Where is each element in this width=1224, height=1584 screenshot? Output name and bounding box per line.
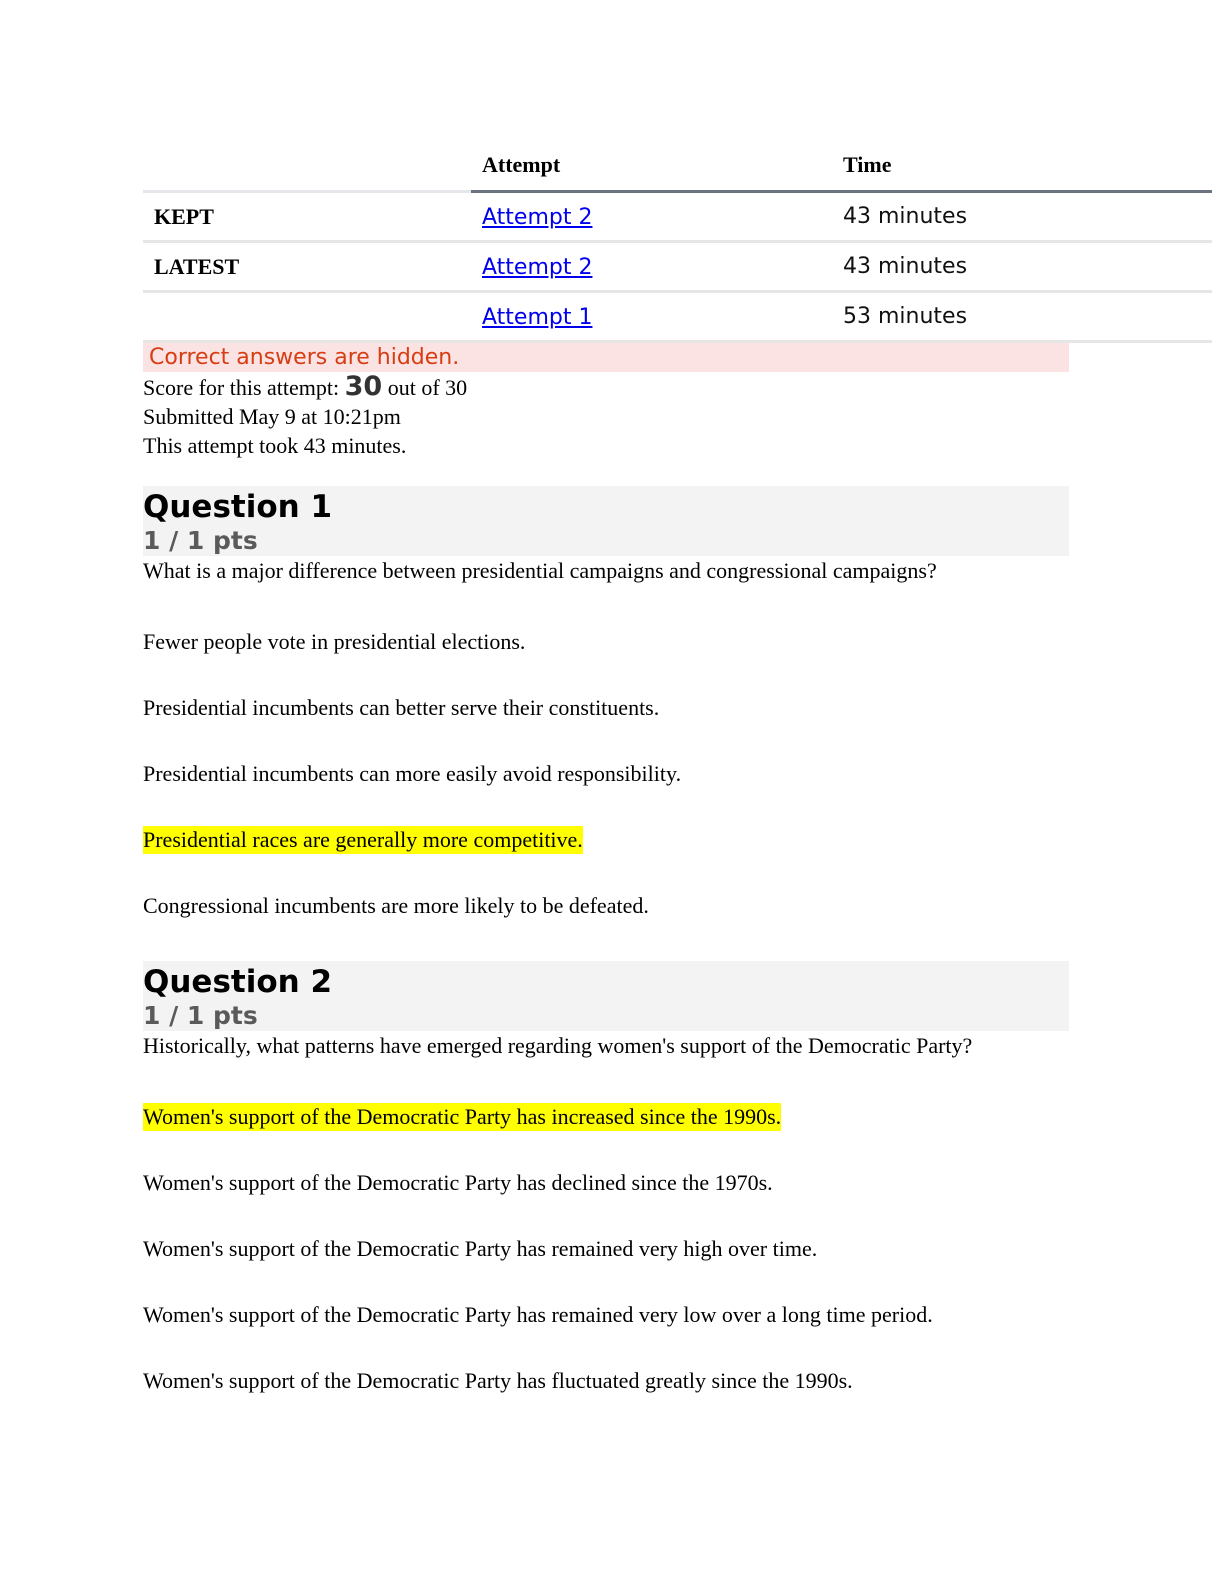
header-empty xyxy=(143,140,471,192)
answer-option: Congressional incumbents are more likely to be defeated. xyxy=(143,893,649,918)
quiz-results-page xyxy=(143,140,1212,1395)
attempts-header-row xyxy=(143,140,1212,192)
answer-option: Presidential incumbents can more easily avoid responsibility. xyxy=(143,761,682,786)
attempt-summary xyxy=(143,372,1212,460)
attempt-time: 53 minutes xyxy=(832,292,1212,342)
question-points: 1 / 1 pts xyxy=(143,526,258,555)
table-row xyxy=(143,242,1212,292)
attempt-link[interactable]: Attempt 1 xyxy=(482,304,593,330)
table-row xyxy=(143,192,1212,242)
question-2 xyxy=(143,961,1212,1395)
correct-answers-hidden-notice: Correct answers are hidden. xyxy=(143,343,1069,372)
question-header xyxy=(143,486,1069,556)
answer-option: Women's support of the Democratic Party has fluctuated greatly since the 1990s. xyxy=(143,1368,853,1393)
question-header xyxy=(143,961,1069,1031)
answer-option-selected: Presidential races are generally more competitive. xyxy=(143,827,583,852)
attempt-time: 43 minutes xyxy=(832,192,1212,242)
table-row xyxy=(143,292,1212,342)
score-line xyxy=(143,372,1212,402)
answer-option: Women's support of the Democratic Party has remained very high over time. xyxy=(143,1236,818,1261)
question-title: Question 1 xyxy=(143,489,333,525)
question-text: Historically, what patterns have emerged regarding women's support of the Democratic Party? xyxy=(143,1033,973,1058)
duration-line: This attempt took 43 minutes. xyxy=(143,433,407,458)
row-label-kept: KEPT xyxy=(143,192,471,242)
question-points: 1 / 1 pts xyxy=(143,1001,258,1030)
score-value: 30 xyxy=(344,371,383,402)
answer-option: Women's support of the Democratic Party has remained very low over a long time period. xyxy=(143,1302,933,1327)
score-prefix: Score for this attempt: xyxy=(143,375,345,400)
question-title: Question 2 xyxy=(143,964,333,1000)
row-label-latest: LATEST xyxy=(143,242,471,292)
attempt-link[interactable]: Attempt 2 xyxy=(482,204,593,230)
header-time: Time xyxy=(832,140,1212,192)
answer-option: Fewer people vote in presidential elections. xyxy=(143,629,526,654)
answer-option: Presidential incumbents can better serve their constituents. xyxy=(143,695,660,720)
attempt-time: 43 minutes xyxy=(832,242,1212,292)
row-label xyxy=(143,292,471,342)
question-1 xyxy=(143,486,1212,920)
header-attempt: Attempt xyxy=(471,140,832,192)
attempts-table xyxy=(143,140,1212,343)
score-suffix: out of 30 xyxy=(382,375,468,400)
attempt-link[interactable]: Attempt 2 xyxy=(482,254,593,280)
question-text: What is a major difference between presidential campaigns and congressional campaigns? xyxy=(143,558,937,583)
answer-option: Women's support of the Democratic Party has declined since the 1970s. xyxy=(143,1170,773,1195)
submitted-line: Submitted May 9 at 10:21pm xyxy=(143,404,401,429)
answer-option-selected: Women's support of the Democratic Party has increased since the 1990s. xyxy=(143,1104,782,1129)
